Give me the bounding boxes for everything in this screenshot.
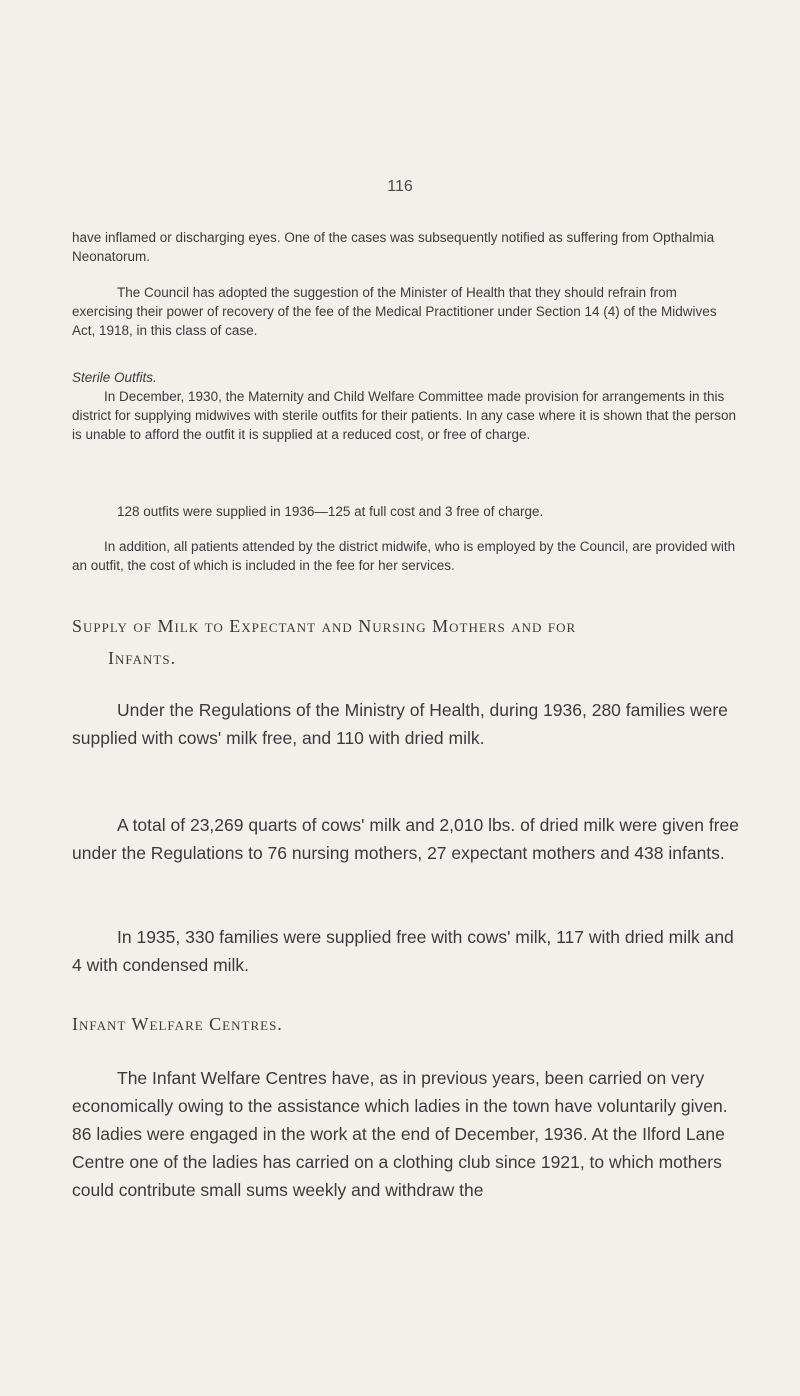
paragraph-text: The Infant Welfare Centres have, as in previous years, been carried on very economically owing to the assistance which ladies in the town have voluntarily given. 86 ladies were engaged in the work at the end of December, 1936. At the Ilford Lane Centre one of the ladies has carried on a clothing club since 1921, to which mothers could contribute small sums weekly and withdraw the [72,1068,728,1200]
paragraph-text: Under the Regulations of the Ministry of Health, during 1936, 280 families were supplied with cows' milk free, and 110 with dried milk. [72,700,728,748]
heading-line: Infant Welfare Centres. [72,1014,283,1034]
sterile-outfits-heading: Sterile Outfits. [72,370,157,385]
paragraph-milk-totals [72,811,740,867]
paragraph-text: In addition, all patients attended by the district midwife, who is employed by the Council, are provided with an outfit, the cost of which is included in the fee for her services. [72,539,736,573]
paragraph-milk-1935 [72,923,740,979]
heading-line: Supply of Milk to Expectant and Nursing Mothers and for [72,616,577,636]
page-number: 116 [387,178,413,195]
paragraph-welfare-centres [72,1064,740,1204]
section-sterile-outfits [72,368,740,444]
paragraph-text: The Council has adopted the suggestion of the Minister of Health that they should refrain from exercising their power of recovery of the fee of the Medical Practitioner under Section 14 (4) of the Midwives Act, 1918, in this class of case. [72,285,717,338]
paragraph-district-midwife [72,537,740,575]
heading-line: Infants. [108,648,177,668]
paragraph-text: 128 outfits were supplied in 1936—125 at full cost and 3 free of charge. [117,504,544,519]
paragraph-text: have inflamed or discharging eyes. One of the cases was subsequently notified as suffering from Opthalmia Neonatorum. [72,230,715,264]
milk-supply-heading [72,610,740,674]
paragraph-inflamed-eyes [72,228,740,266]
paragraph-text: In December, 1930, the Maternity and Child Welfare Committee made provision for arrangements in this district for supplying midwives with sterile outfits for their patients. In any case where it is shown that the person is unable to afford the outfit it is supplied at a reduced cost, or free of charge. [72,389,737,442]
paragraph-text: A total of 23,269 quarts of cows' milk and 2,010 lbs. of dried milk were given free under the Regulations to 76 nursing mothers, 27 expectant mothers and 438 infants. [72,815,740,863]
paragraph-council-fee [72,283,740,340]
paragraph-outfits-supplied [72,502,740,521]
paragraph-text: In 1935, 330 families were supplied free with cows' milk, 117 with dried milk and 4 with condensed milk. [72,927,734,975]
paragraph-milk-regulations [72,696,740,752]
infant-welfare-heading [72,1008,740,1040]
